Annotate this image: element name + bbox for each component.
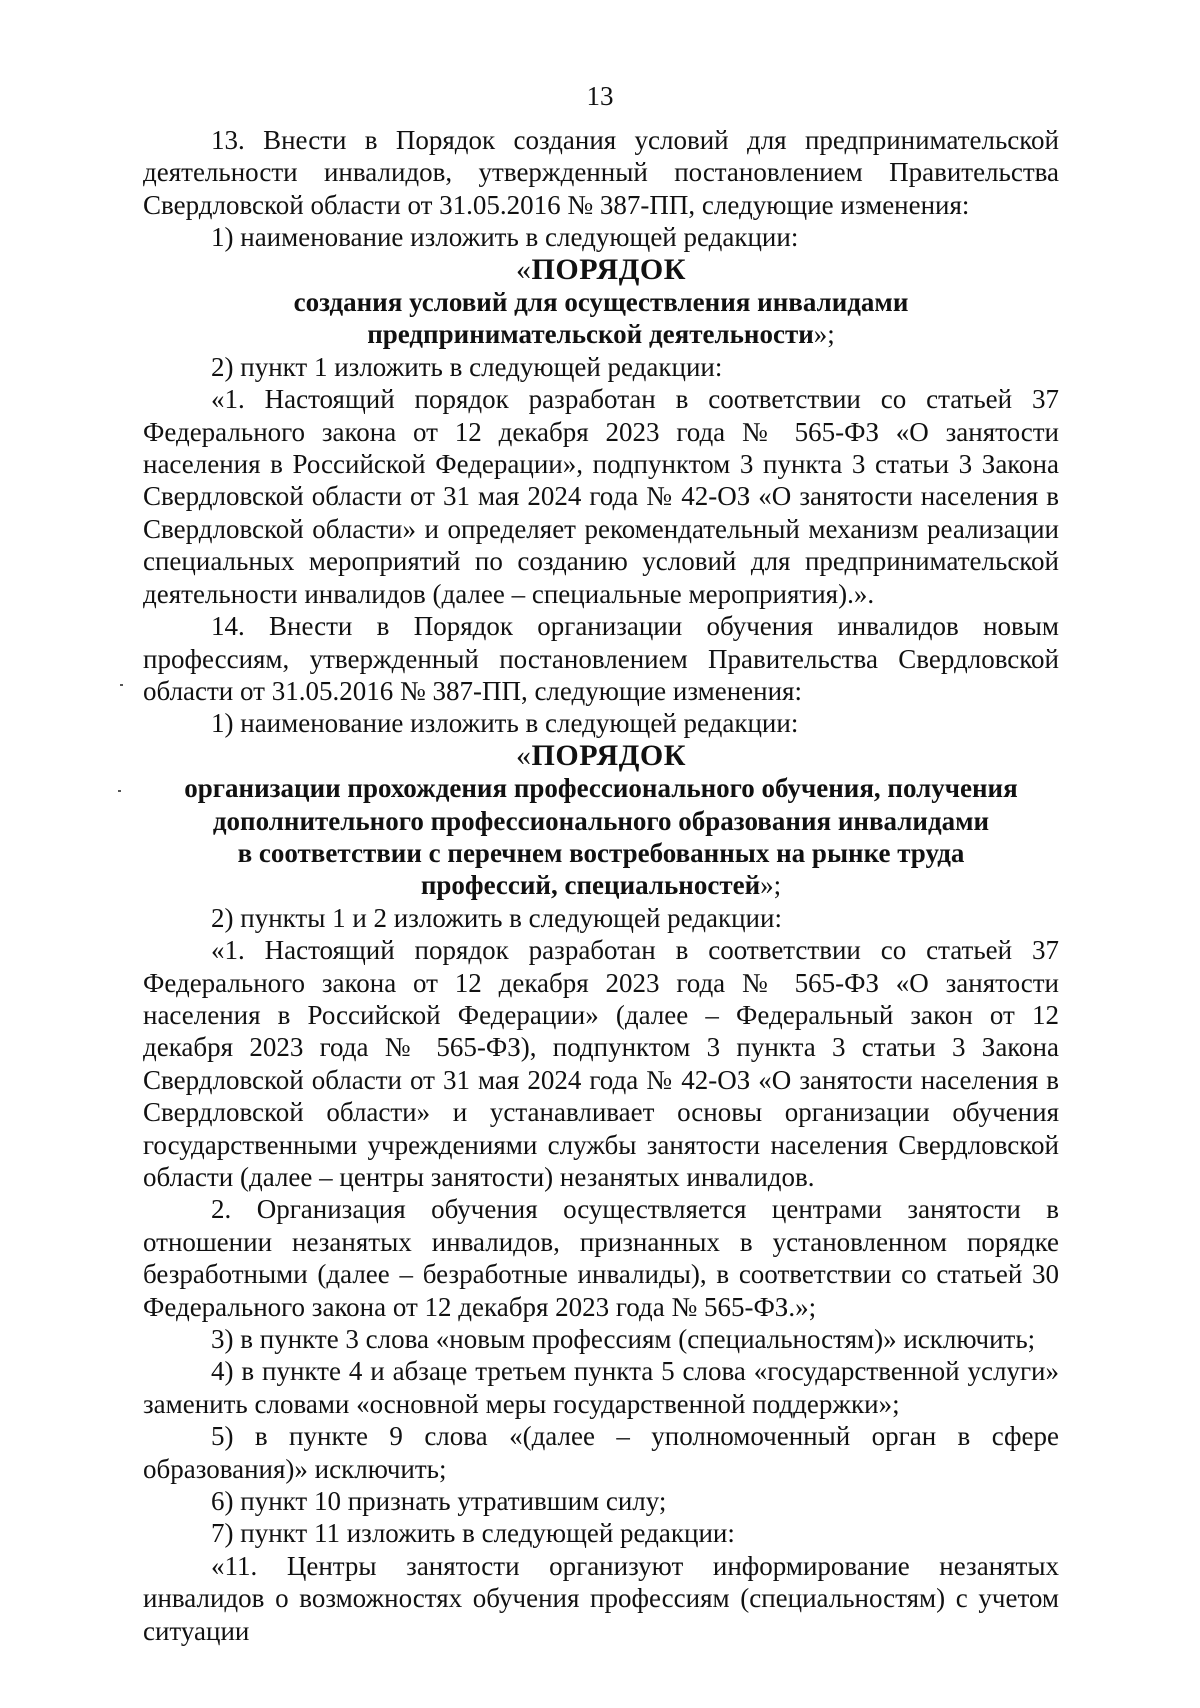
section-title <box>143 740 1059 772</box>
section-heading <box>143 318 1059 350</box>
document-body <box>143 124 1059 1647</box>
heading-tail: »; <box>760 870 782 901</box>
section-heading: создания условий для осуществления инвалидами <box>293 287 909 318</box>
title-text: ПОРЯДОК <box>531 252 686 286</box>
paragraph: «11. Центры занятости организуют информирование незанятых инвалидов о возможностях обучения профессиям (специальностям) с учетом ситуации <box>143 1550 1059 1646</box>
paragraph: 2) пункт 1 изложить в следующей редакции: <box>211 351 723 382</box>
section-title <box>143 254 1059 286</box>
paragraph: 1) наименование изложить в следующей редакции: <box>211 222 799 253</box>
heading-text: профессий, специальностей <box>420 870 761 901</box>
section-heading <box>143 869 1059 901</box>
title-open-quote: « <box>516 738 532 772</box>
heading-tail: »; <box>813 319 835 350</box>
title-open-quote: « <box>516 252 532 286</box>
paragraph: 7) пункт 11 изложить в следующей редакции: <box>211 1518 735 1549</box>
paragraph: 5) в пункте 9 слова «(далее – уполномоченный орган в сфере образования)» исключить; <box>143 1421 1059 1484</box>
heading-text: предпринимательской деятельности <box>367 319 814 350</box>
title-text: ПОРЯДОК <box>531 738 686 772</box>
section-heading: дополнительного профессионального образования инвалидами <box>212 805 990 836</box>
paragraph: «1. Настоящий порядок разработан в соответствии со статьей 37 Федерального закона от 12 декабря 2023 года № 565-ФЗ «О занятости населения в Российской Федерации» (далее – Федеральный закон от 12 декабря 2023 года № 565-ФЗ), подпунктом 3 пункта 3 статьи 3 Закона Свердловской области от 31 мая 2024 года № 42-ОЗ «О занятости населения в Свердловской области» и устанавливает основы организации обучения государственными учреждениями службы занятости населения Свердловской области (далее – центры занятости) незанятых инвалидов. <box>143 935 1059 1192</box>
paragraph: 13. Внести в Порядок создания условий для предпринимательской деятельности инвалидов, утвержденный постановлением Правительства Свердловской области от 31.05.2016 № 387-ПП, следующие изменения: <box>143 125 1059 220</box>
page-number: 13 <box>586 81 614 111</box>
scan-speck <box>118 790 121 792</box>
paragraph: 2. Организация обучения осуществляется центрами занятости в отношении незанятых инвалидов, признанных в установленном порядке безработными (далее – безработные инвалиды), в соответствии со статьей 30 Федерального закона от 12 декабря 2023 года № 565-ФЗ.»; <box>143 1194 1059 1322</box>
paragraph: 3) в пункте 3 слова «новым профессиям (специальностям)» исключить; <box>211 1324 1036 1355</box>
section-heading: организации прохождения профессионального обучения, получения <box>184 773 1018 804</box>
paragraph: 4) в пункте 4 и абзаце третьем пункта 5 слова «государственной услуги» заменить словами «основной меры государственной поддержки»; <box>143 1356 1059 1419</box>
paragraph: 2) пункты 1 и 2 изложить в следующей редакции: <box>211 902 782 933</box>
paragraph: 6) пункт 10 признать утратившим силу; <box>211 1486 667 1517</box>
scan-speck <box>120 684 123 686</box>
paragraph: 1) наименование изложить в следующей редакции: <box>211 708 799 739</box>
paragraph: 14. Внести в Порядок организации обучения инвалидов новым профессиям, утвержденный постановлением Правительства Свердловской области от 31.05.2016 № 387-ПП, следующие изменения: <box>143 611 1059 706</box>
section-heading: в соответствии с перечнем востребованных на рынке труда <box>237 837 965 868</box>
paragraph: «1. Настоящий порядок разработан в соответствии со статьей 37 Федерального закона от 12 декабря 2023 года № 565-ФЗ «О занятости населения в Российской Федерации», подпунктом 3 пункта 3 статьи 3 Закона Свердловской области от 31 мая 2024 года № 42-ОЗ «О занятости населения в Свердловской области» и определяет рекомендательный механизм реализации специальных мероприятий по созданию условий для предпринимательской деятельности инвалидов (далее – специальные мероприятия).». <box>143 384 1059 609</box>
